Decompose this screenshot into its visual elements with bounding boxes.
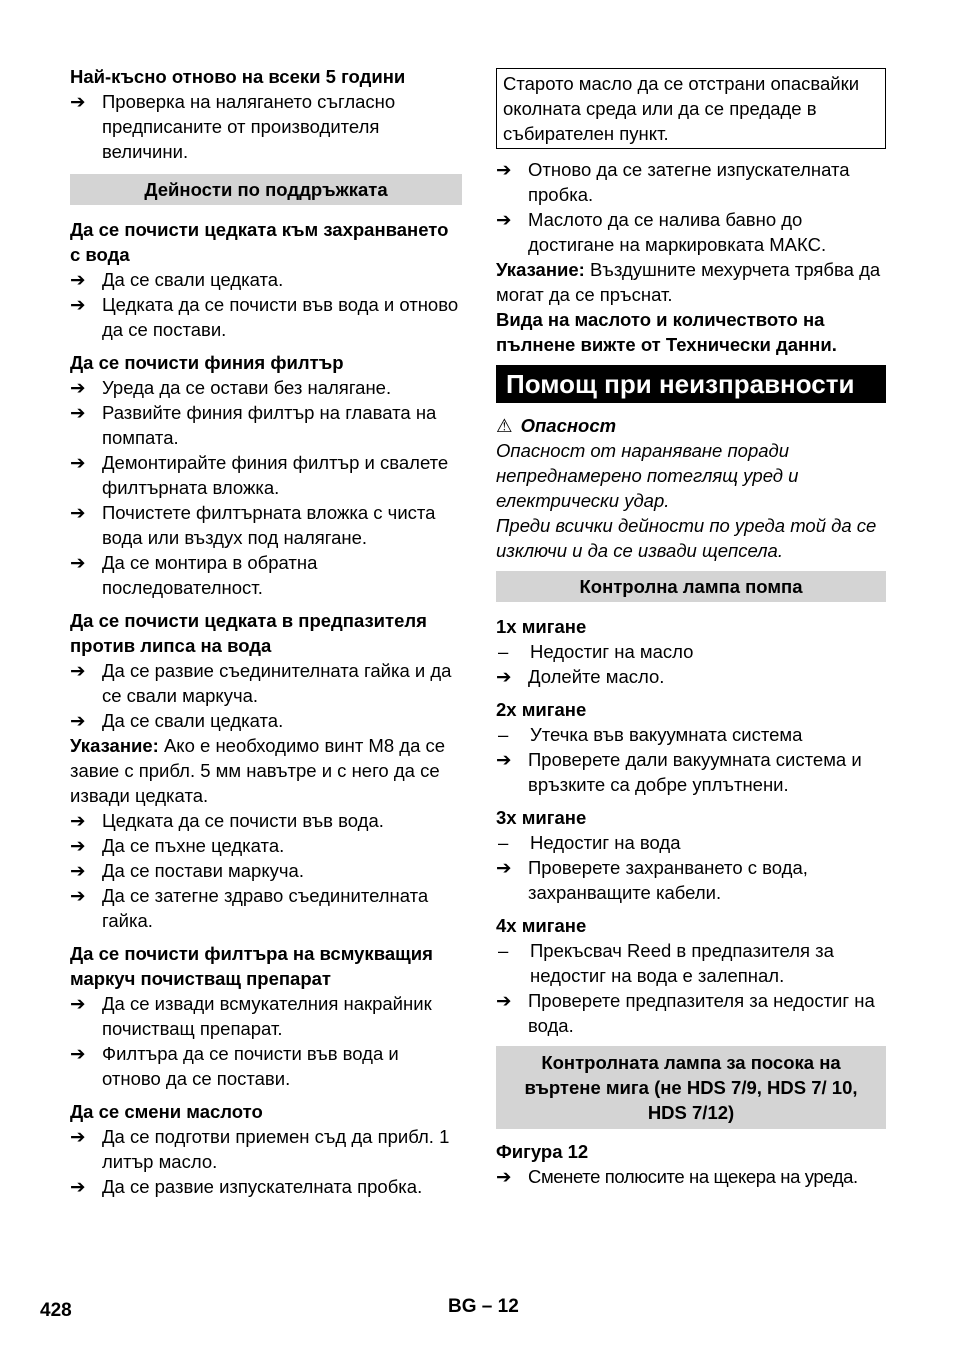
heading-five-years: Най-късно отново на всеки 5 години	[70, 66, 406, 87]
arrow-right-icon: ➔	[70, 1126, 86, 1147]
list-item	[496, 988, 886, 1038]
arrow-right-icon: ➔	[496, 1166, 512, 1187]
list-item-text: Недостиг на вода	[530, 832, 681, 853]
list-item-text: Филтъра да се почисти във вода и отново да се постави.	[102, 1043, 399, 1089]
arrow-right-icon: ➔	[496, 159, 512, 180]
list-item	[70, 1124, 462, 1174]
note-label: Указание:	[70, 735, 159, 756]
list-oil-change	[70, 1124, 462, 1199]
list-item	[70, 89, 462, 164]
list-sieve-protector-b	[70, 808, 462, 933]
list-item-text: Недостиг на масло	[530, 641, 694, 662]
list-sieve-protector-a	[70, 658, 462, 733]
note-text: Ако е необходимо винт М8 да се завие с прибл. 5 мм навътре и с него да се извади цедката.	[70, 735, 446, 806]
list-item-text: Прекъсвач Reed в предпазителя за недостиг на вода е залепнал.	[530, 940, 834, 986]
arrow-right-icon: ➔	[70, 377, 86, 398]
list-item	[496, 207, 886, 257]
section-bar-maintenance: Дейности по поддръжката	[70, 174, 462, 205]
list-item	[70, 292, 462, 342]
note-paragraph-right	[496, 257, 886, 307]
list-item	[70, 400, 462, 450]
list-item-text: Демонтирайте финия филтър и свалете филтърната вложка.	[102, 452, 449, 498]
heading-fine-filter: Да се почисти финия филтър	[70, 352, 344, 373]
list-item-text: Цедката да се почисти във вода и отново да се постави.	[102, 294, 459, 340]
arrow-right-icon: ➔	[70, 294, 86, 315]
list-item	[496, 664, 886, 689]
list-item	[70, 375, 462, 400]
list-item-text: Почистете филтърната вложка с чиста вода или въздух под налягане.	[102, 502, 436, 548]
list-oil-refill	[496, 157, 886, 257]
list-item	[70, 500, 462, 550]
list-item	[70, 658, 462, 708]
dash-icon: –	[498, 940, 509, 961]
list-item-text: Сменете полюсите на щекера на уреда.	[528, 1166, 858, 1187]
list-item-text: Отново да се затегне изпускателната пробка.	[528, 159, 850, 205]
heading-clean-water-sieve: Да се почисти цедката към захранването с вода	[70, 219, 449, 265]
list-item-text: Проверка на налягането съгласно предписаните от производителя величини.	[102, 91, 396, 162]
arrow-right-icon: ➔	[70, 835, 86, 856]
list-item	[496, 747, 886, 797]
list-item-text: Уреда да се остави без налягане.	[102, 377, 392, 398]
dash-icon: –	[498, 724, 509, 745]
list-item-text: Да се развие съединителната гайка и да се свали маркуча.	[102, 660, 452, 706]
heading-oil-change: Да се смени маслото	[70, 1101, 263, 1122]
list-clean-water-sieve	[70, 267, 462, 342]
list-item	[496, 855, 886, 905]
heading-figure: Фигура 12	[496, 1141, 589, 1162]
note-paragraph-left	[70, 733, 462, 808]
list-item-text: Проверете дали вакуумната система и връзките са добре уплътнени.	[528, 749, 862, 795]
arrow-right-icon: ➔	[70, 1176, 86, 1197]
danger-heading	[496, 413, 886, 438]
list-item	[70, 833, 462, 858]
blink-codes	[496, 614, 886, 1038]
list-item	[70, 450, 462, 500]
list-item-text: Маслото да се налива бавно до достигане на маркировката МАКС.	[528, 209, 827, 255]
dash-icon: –	[498, 832, 509, 853]
list-item	[70, 1174, 462, 1199]
section-bar-pump-lamp: Контролна лампа помпа	[496, 571, 886, 602]
arrow-right-icon: ➔	[70, 452, 86, 473]
list-item-text: Проверете предпазителя за недостиг на вода.	[528, 990, 875, 1036]
list-item	[70, 858, 462, 883]
arrow-right-icon: ➔	[70, 502, 86, 523]
arrow-right-icon: ➔	[70, 402, 86, 423]
blink-title: 3x мигане	[496, 807, 587, 828]
note-label-right: Указание:	[496, 259, 585, 280]
section-title-troubleshooting: Помощ при неизправности	[496, 365, 886, 403]
arrow-right-icon: ➔	[70, 552, 86, 573]
list-item	[70, 267, 462, 292]
list-item	[496, 938, 886, 988]
list-item-text: Утечка във вакуумната система	[530, 724, 803, 745]
arrow-right-icon: ➔	[496, 209, 512, 230]
arrow-right-icon: ➔	[70, 91, 86, 112]
list-item	[496, 1164, 886, 1189]
list-item	[70, 991, 462, 1041]
list-item-text: Да се постави маркуча.	[102, 860, 304, 881]
arrow-right-icon: ➔	[70, 993, 86, 1014]
list-item-text: Развийте финия филтър на главата на помпата.	[102, 402, 437, 448]
section-page-label: BG – 12	[448, 1296, 519, 1317]
section-bar-rotation-lamp: Контролната лампа за посока на въртене мига (не HDS 7/9, HDS 7/ 10, HDS 7/12)	[496, 1046, 886, 1129]
list-item-text: Да се подготви приемен съд да прибл. 1 литър масло.	[102, 1126, 450, 1172]
note-text-right: Въздушните мехурчета трябва да могат да се пръснат.	[496, 259, 881, 305]
heading-suction-filter: Да се почисти филтъра на всмукващия маркуч почистващ препарат	[70, 943, 433, 989]
list-item	[496, 722, 886, 747]
list-item-text: Да се свали цедката.	[102, 269, 284, 290]
arrow-right-icon: ➔	[496, 990, 512, 1011]
list-item	[496, 639, 886, 664]
right-column	[496, 68, 886, 1189]
list-item	[70, 883, 462, 933]
arrow-right-icon: ➔	[70, 860, 86, 881]
arrow-right-icon: ➔	[496, 666, 512, 687]
blink-title: 1x мигане	[496, 616, 587, 637]
arrow-right-icon: ➔	[70, 660, 86, 681]
environment-note-box: Старото масло да се отстрани опасвайки околната среда или да се предаде в събирателен пункт.	[496, 68, 886, 149]
arrow-right-icon: ➔	[70, 810, 86, 831]
list-item-text: Да се затегне здраво съединителната гайка.	[102, 885, 429, 931]
list-item	[70, 1041, 462, 1091]
list-item-text: Да се монтира в обратна последователност.	[102, 552, 318, 598]
arrow-right-icon: ➔	[70, 269, 86, 290]
danger-text-1: Опасност от нараняване поради непреднамерено потеглящ уред и електрически удар.	[496, 440, 799, 511]
list-five-years	[70, 89, 462, 164]
blink-title: 4x мигане	[496, 915, 587, 936]
danger-text-2: Преди всички дейности по уреда той да се изключи и да се извади щепсела.	[496, 515, 877, 561]
list-item	[70, 708, 462, 733]
list-item-text: Проверете захранването с вода, захранващите кабели.	[528, 857, 808, 903]
list-item-text: Да се извади всмукателния накрайник почистващ препарат.	[102, 993, 432, 1039]
arrow-right-icon: ➔	[70, 885, 86, 906]
oil-type-note: Вида на маслото и количеството на пълнене вижте от Технически данни.	[496, 309, 837, 355]
danger-label: Опасност	[520, 415, 617, 436]
list-item	[496, 830, 886, 855]
arrow-right-icon: ➔	[70, 1043, 86, 1064]
arrow-right-icon: ➔	[496, 749, 512, 770]
list-item-text: Да се развие изпускателната пробка.	[102, 1176, 423, 1197]
arrow-right-icon: ➔	[496, 857, 512, 878]
heading-sieve-protector: Да се почисти цедката в предпазителя против липса на вода	[70, 610, 427, 656]
dash-icon: –	[498, 641, 509, 662]
list-fine-filter	[70, 375, 462, 600]
arrow-right-icon: ➔	[70, 710, 86, 731]
warning-icon: ⚠	[496, 415, 513, 436]
list-item-text: Да се свали цедката.	[102, 710, 284, 731]
list-item	[496, 157, 886, 207]
page-number: 428	[40, 1300, 72, 1321]
list-item	[70, 550, 462, 600]
left-column	[70, 64, 462, 1199]
list-item-text: Цедката да се почисти във вода.	[102, 810, 384, 831]
list-suction-filter	[70, 991, 462, 1091]
list-figure	[496, 1164, 886, 1189]
blink-title: 2x мигане	[496, 699, 587, 720]
list-item	[70, 808, 462, 833]
list-item-text: Да се пъхне цедката.	[102, 835, 285, 856]
list-item-text: Долейте масло.	[528, 666, 665, 687]
